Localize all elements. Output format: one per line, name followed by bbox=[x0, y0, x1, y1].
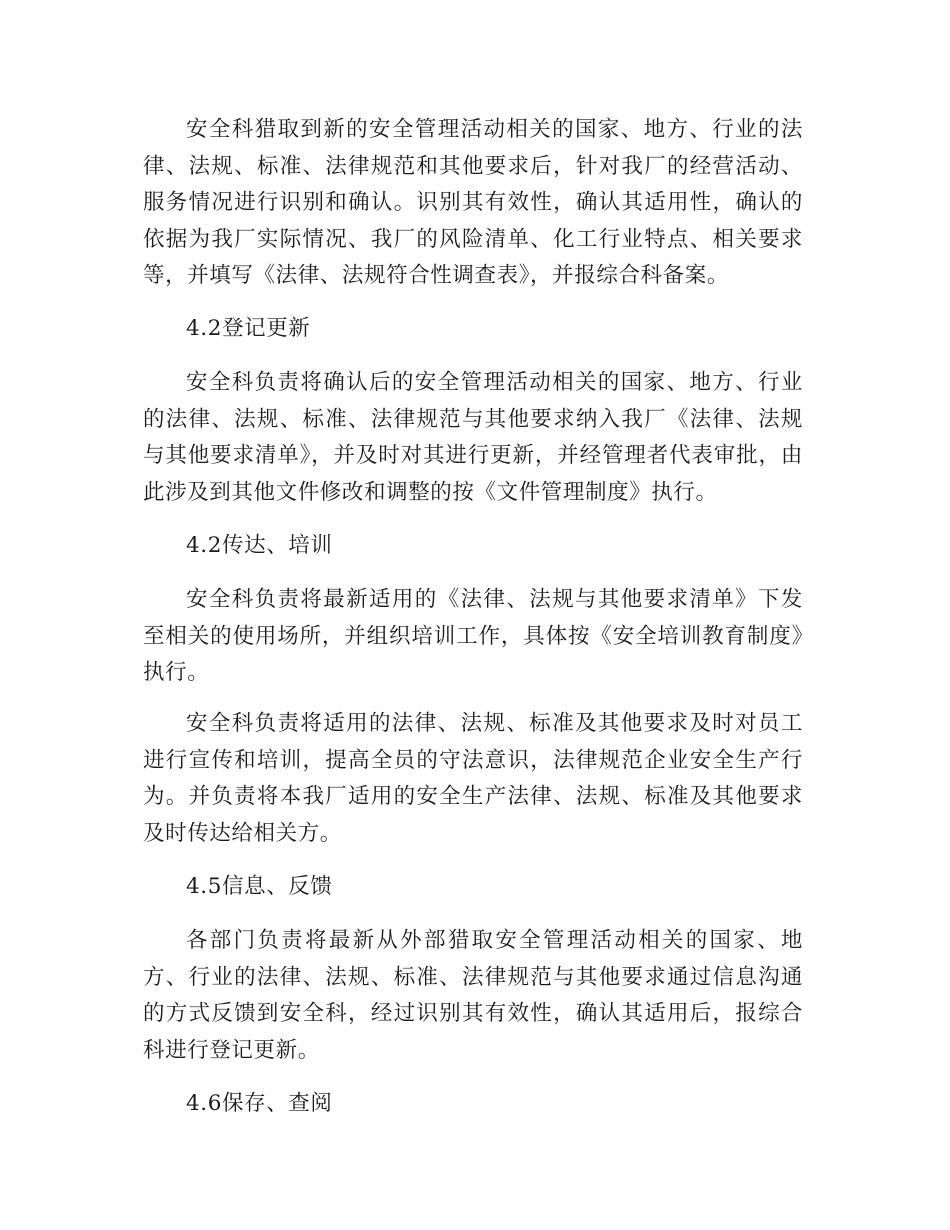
paragraph-distribution: 安全科负责将最新适用的《法律、法规与其他要求清单》下发至相关的使用场所，并组织培训工作，具体按《安全培训教育制度》执行。 bbox=[143, 587, 803, 685]
paragraph-identification: 安全科猎取到新的安全管理活动相关的国家、地方、行业的法律、法规、标准、法律规范和其他要求后，针对我厂的经营活动、服务情况进行识别和确认。识别其有效性，确认其适用性，确认的依据为我厂实际情况、我厂的风险清单、化工行业特点、相关要求等，并填写《法律、法规符合性调查表》，并报综合科备案。 bbox=[143, 117, 803, 288]
paragraph-publicity-training: 安全科负责将适用的法律、法规、标准及其他要求及时对员工进行宣传和培训，提高全员的守法意识，法律规范企业安全生产行为。并负责将本我厂适用的安全生产法律、法规、标准及其他要求及时传达给相关方。 bbox=[143, 711, 803, 846]
heading-communication-training: 4.2传达、培训 bbox=[186, 533, 333, 558]
heading-storage-review: 4.6保存、查阅 bbox=[186, 1091, 333, 1116]
paragraph-information-feedback: 各部门负责将最新从外部猎取安全管理活动相关的国家、地方、行业的法律、法规、标准、法律规范与其他要求通过信息沟通的方式反馈到安全科，经过识别其有效性，确认其适用后，报综合科进行登记更新。 bbox=[143, 928, 803, 1063]
heading-information-feedback: 4.5信息、反馈 bbox=[186, 874, 333, 899]
heading-registration-update: 4.2登记更新 bbox=[186, 316, 311, 341]
paragraph-registration-update: 安全科负责将确认后的安全管理活动相关的国家、地方、行业的法律、法规、标准、法律规范与其他要求纳入我厂《法律、法规与其他要求清单》，并及时对其进行更新，并经管理者代表审批，由此涉及到其他文件修改和调整的按《文件管理制度》执行。 bbox=[143, 370, 803, 505]
